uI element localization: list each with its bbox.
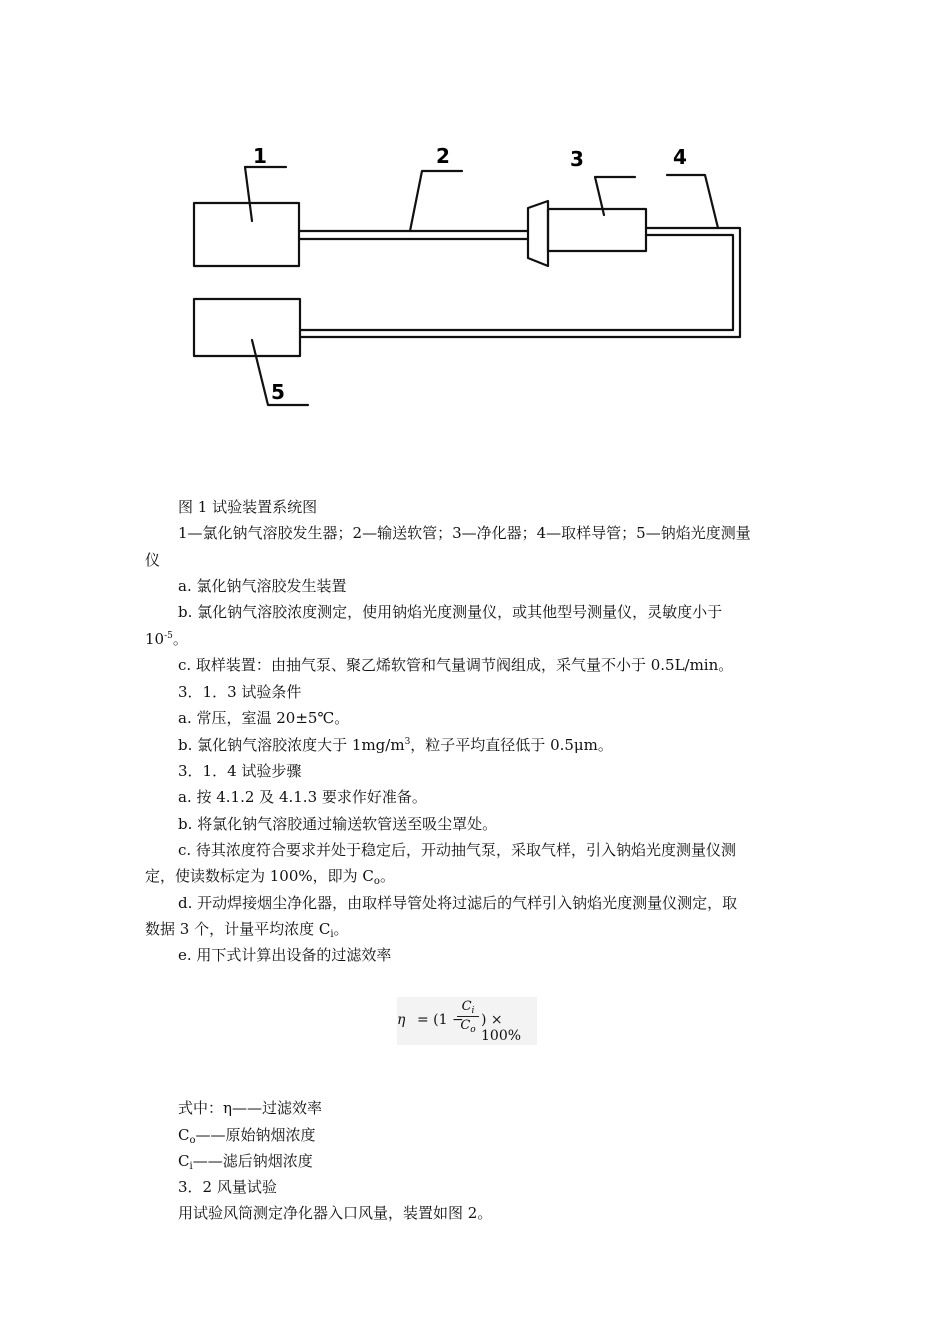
label-5: 5 xyxy=(271,380,285,404)
closing-line: 用试验风筒测定净化器入口风量，装置如图 2。 xyxy=(178,1204,493,1222)
section-3-1-4: 3．1．4 试验步骤 xyxy=(178,762,302,780)
photometer-box xyxy=(194,299,300,356)
leader-2 xyxy=(410,171,462,231)
section-3-1-3: 3．1．3 试验条件 xyxy=(178,683,302,701)
leader-4 xyxy=(667,175,718,228)
generator-box xyxy=(194,203,299,266)
label-4: 4 xyxy=(673,145,687,169)
section-3-2: 3．2 风量试验 xyxy=(178,1178,277,1196)
item-b3: b. 将氯化钠气溶胶通过输送软管送至吸尘罩处。 xyxy=(178,815,498,833)
figure-legend-line1: 1—氯化钠气溶胶发生器；2—输送软管；3—净化器；4—取样导管；5—钠焰光度测量 xyxy=(178,524,751,542)
where-co: $C_o——$原始钠烟浓度 xyxy=(178,1126,316,1146)
item-b1-line2: $10^{-5}$。 xyxy=(145,630,188,648)
item-c1: c. 取样装置：由抽气泵、聚乙烯软管和气量调节阀组成，采气量不小于 0.5L/min。 xyxy=(178,656,734,674)
formula-fraction: $C_i$ $C_o$ xyxy=(457,999,479,1034)
cleaner-hood xyxy=(528,201,548,266)
item-b1-line1: b. 氯化钠气溶胶浓度测定，使用钠焰光度测量仪，或其他型号测量仪，灵敏度小于 xyxy=(178,603,723,621)
cleaner-body xyxy=(548,209,646,251)
item-c3-line1: c. 待其浓度符合要求并处于稳定后，开动抽气泵，采取气样，引入钠焰光度测量仪测 xyxy=(178,841,736,859)
formula-right: ) × 100% xyxy=(481,1012,522,1044)
figure-caption: 图 1 试验装置系统图 xyxy=(178,498,318,516)
apparatus-diagram xyxy=(180,135,750,420)
figure-legend-line2: 仪 xyxy=(145,551,161,569)
item-a1: a. 氯化钠气溶胶发生装置 xyxy=(178,577,347,595)
efficiency-formula xyxy=(397,997,537,1045)
item-e3: e. 用下式计算出设备的过滤效率 xyxy=(178,946,392,964)
label-1: 1 xyxy=(253,144,267,168)
sampling-pipe-inner xyxy=(300,235,733,330)
item-d3-line1: d. 开动焊接烟尘净化器，由取样导管处将过滤后的气样引入钠焰光度测量仪测定，取 xyxy=(178,894,738,912)
where-eta: 式中：η——过滤效率 xyxy=(178,1099,322,1117)
item-c3-line2: 定，使读数标定为 100%，即为 $C_o$。 xyxy=(145,867,395,887)
item-b2: b. 氯化钠气溶胶浓度大于 $1mg/m^3$，粒子平均直径低于 0.5μm。 xyxy=(178,736,613,754)
label-3: 3 xyxy=(570,147,584,171)
label-2: 2 xyxy=(436,144,450,168)
formula-eta: η xyxy=(397,1012,406,1028)
where-ci: $C_i——$滤后钠烟浓度 xyxy=(178,1152,313,1172)
formula-left: = (1 − xyxy=(417,1012,464,1028)
leader-1 xyxy=(245,167,286,221)
sampling-pipe-outer xyxy=(300,228,740,337)
item-d3-line2: 数据 3 个，计量平均浓度 $C_i$。 xyxy=(145,920,349,940)
item-a2: a. 常压，室温 20±5℃。 xyxy=(178,709,350,727)
item-a3: a. 按 4.1.2 及 4.1.3 要求作好准备。 xyxy=(178,788,427,806)
